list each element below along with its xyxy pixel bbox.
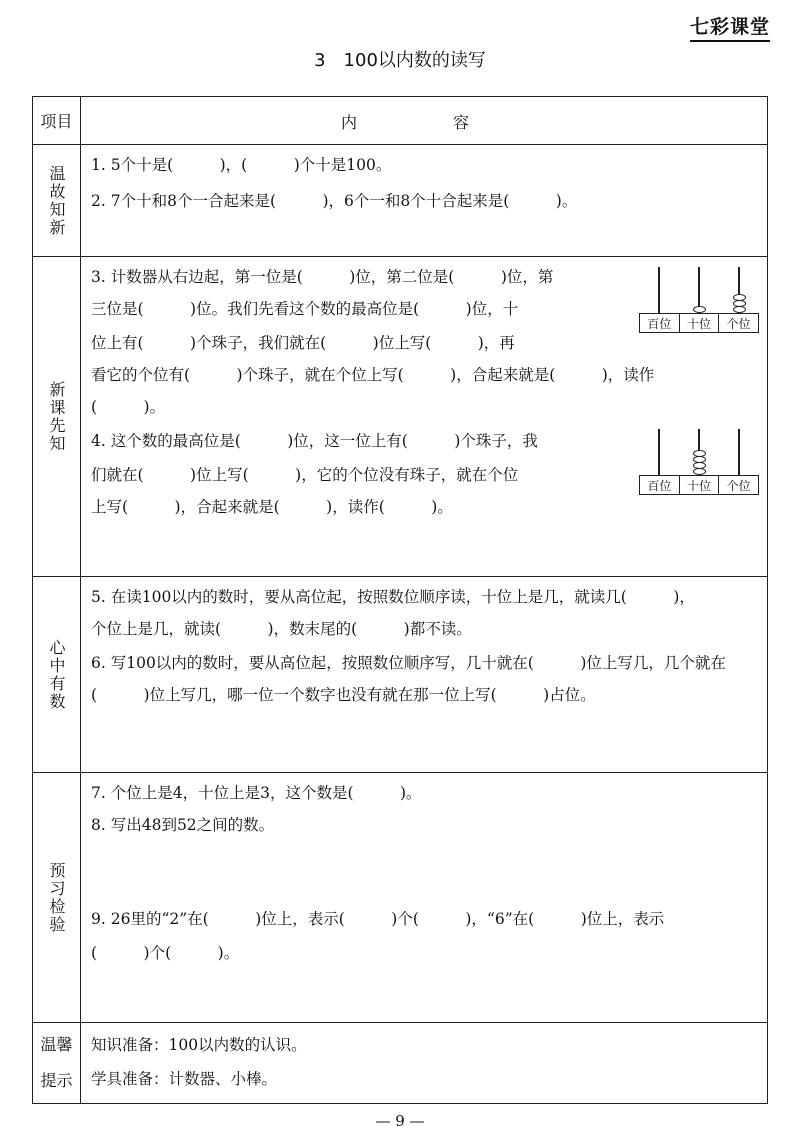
section-preview [33, 257, 767, 577]
question-line: 8. 写出48到52之间的数。 [91, 816, 275, 834]
abacus-label-ones: 个位 [726, 478, 751, 493]
section-label-top: 温馨 [40, 1035, 73, 1054]
page-number: — 9 — [375, 1112, 425, 1130]
abacus-bead [693, 462, 706, 469]
abacus-label-hundreds: 百位 [640, 314, 680, 332]
question-line: ( )位上写几，哪一位一个数字也没有就在那一位上写( )占位。 [91, 686, 596, 704]
question-line: 3. 计数器从右边起，第一位是( )位，第二位是( )位，第 [91, 268, 554, 286]
question-line: 9. 26里的“2”在( )位上，表示( )个( )，“6”在( )位上，表示 [91, 910, 665, 928]
abacus-bead [693, 306, 706, 313]
question-line: 三位是( )位。我们先看这个数的最高位是( )位，十 [91, 300, 519, 318]
section-label [33, 1023, 81, 1103]
section-label: 新课先知 [33, 257, 81, 576]
section-content [91, 257, 759, 576]
header-content-cell [91, 97, 759, 144]
abacus-label-tens: 十位 [680, 476, 720, 494]
question-line: 2. 7个十和8个一合起来是( )，6个一和8个十合起来是( )。 [91, 192, 578, 210]
question-line: 7. 个位上是4，十位上是3，这个数是( )。 [91, 784, 422, 802]
question-line: 看它的个位有( )个珠子，就在个位上写( )，合起来就是( )，读作 [91, 366, 655, 384]
abacus-diagram-1 [639, 263, 759, 333]
abacus-base [639, 313, 759, 333]
section-check [33, 773, 767, 1023]
section-label: 温故知新 [33, 145, 81, 256]
question-line: 4. 这个数的最高位是( )位，这一位上有( )个珠子，我 [91, 432, 538, 450]
question-line: 上写( )，合起来就是( )，读作( )。 [91, 498, 453, 516]
worksheet-table [32, 96, 768, 1104]
abacus-rod [738, 429, 740, 475]
question-line: 6. 写100以内的数时，要从高位起，按照数位顺序写，几十就在( )位上写几，几个就在 [91, 654, 726, 672]
section-tips [33, 1023, 767, 1103]
abacus-bead [693, 468, 706, 475]
section-key-points [33, 577, 767, 773]
tip-line: 学具准备：计数器、小棒。 [91, 1070, 278, 1088]
abacus-bead [733, 300, 746, 307]
section-content [91, 577, 759, 772]
question-line: 5. 在读100以内的数时，要从高位起，按照数位顺序读，十位上是几，就读几( )， [91, 588, 695, 606]
abacus-label-hundreds: 百位 [640, 476, 680, 494]
question-line: 1. 5个十是( )，( )个十是100。 [91, 156, 392, 174]
abacus-label-tens: 十位 [680, 314, 720, 332]
abacus-bead [733, 306, 746, 313]
section-label: 心中有数 [33, 577, 81, 772]
question-line: 位上有( )个珠子，我们就在( )位上写( )，再 [91, 334, 515, 352]
abacus-bead [693, 456, 706, 463]
abacus-label-ones: 个位 [726, 316, 751, 331]
section-label: 预习检验 [33, 773, 81, 1022]
brand-logo [690, 12, 770, 42]
abacus-bead [733, 294, 746, 301]
question-line: ( )个( )。 [91, 944, 240, 962]
abacus-bead [693, 450, 706, 457]
section-content [91, 1023, 759, 1103]
header-content-label: 内 容 [340, 113, 509, 132]
question-line: ( )。 [91, 398, 166, 416]
header-item-label: 项目 [33, 97, 81, 144]
abacus-rod [658, 429, 660, 475]
section-content [91, 773, 759, 1022]
question-line: 个位上是几，就读( )，数末尾的( )都不读。 [91, 620, 472, 638]
tip-line: 知识准备：100以内数的认识。 [91, 1036, 307, 1054]
abacus-rod [658, 267, 660, 313]
abacus-diagram-2 [639, 425, 759, 495]
page-title: 3 100以内数的读写 [314, 50, 486, 71]
section-content [91, 145, 759, 256]
question-line: 们就在( )位上写( )，它的个位没有珠子，就在个位 [91, 466, 519, 484]
section-label-bottom: 提示 [40, 1071, 73, 1090]
brand-text: 七彩课堂 [689, 16, 770, 38]
table-header-row [33, 97, 767, 145]
section-review [33, 145, 767, 257]
abacus-base [639, 475, 759, 495]
